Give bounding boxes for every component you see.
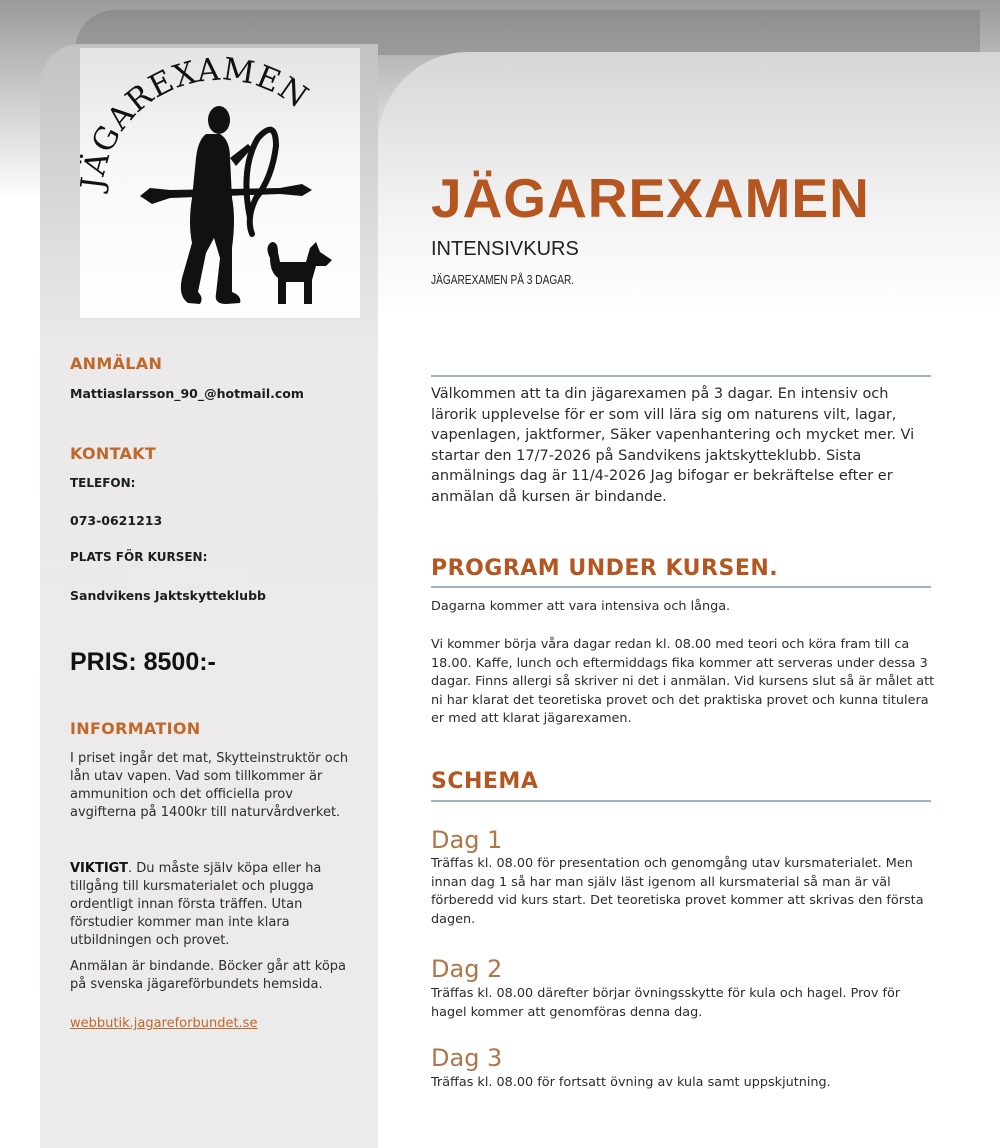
day-2-text: Träffas kl. 08.00 därefter börjar övningsskytte för kula och hagel. Prov för hagel kommer att genomföras denna dag. <box>431 986 901 1020</box>
program-heading: PROGRAM UNDER KURSEN. <box>431 556 779 581</box>
subtitle: INTENSIVKURS <box>431 238 579 260</box>
logo <box>80 48 360 318</box>
plats-label: PLATS FÖR KURSEN: <box>70 550 208 564</box>
day-3-text: Träffas kl. 08.00 för fortsatt övning av kula samt uppskjutning. <box>431 1075 831 1090</box>
anmalan-heading: ANMÄLAN <box>70 354 163 373</box>
intro-text: Välkommen att ta din jägarexamen på 3 dagar. En intensiv och lärorik upplevelse för er som vill lära sig om naturens vilt, lagar, vapenlagen, jaktformer, Säker vapenhantering och mycket mer. Vi startar den 17/7-2026 på Sandvikens jaktskytteklubb. Sista anmälnings dag är 11/4-2026 Jag bifogar er bekräftelse efter er anmälan då kursen är bindande. <box>431 386 915 505</box>
program-details: Vi kommer börja våra dagar redan kl. 08.00 med teori och köra fram till ca 18.00. Kaffe, lunch och eftermiddags fika kommer att serveras under dessa 3 dagar. Finns allergi så skriver ni det i anmälan. Vid kursens slut så är målet att ni har klarat det teoretiska provet och det praktiska provet och kunna titulera er med att klarat jägarexamen. <box>431 637 935 727</box>
kontakt-heading: KONTAKT <box>70 444 157 463</box>
divider <box>431 375 931 377</box>
logo-arc-text: ÄGAREXAMEN <box>80 51 316 180</box>
day-2-heading: Dag 2 <box>431 955 503 983</box>
information-text: I priset ingår det mat, Skytteinstruktör och lån utav vapen. Vad som tillkommer är ammunition och det officiella prov avgifterna på 1400kr till naturvårdverket. <box>70 751 349 820</box>
plats-value: Sandvikens Jaktskytteklubb <box>70 588 266 603</box>
divider <box>431 800 931 802</box>
schema-heading: SCHEMA <box>431 769 539 794</box>
anmalan-text: Anmälan är bindande. Böcker går att köpa på svenska jägareförbundets hemsida. <box>70 959 347 992</box>
hunter-with-dog-logo-icon <box>80 48 360 318</box>
information-heading: INFORMATION <box>70 719 201 738</box>
telefon-value[interactable]: 073-0621213 <box>70 513 163 528</box>
divider <box>431 586 931 588</box>
viktigt-block <box>70 860 355 950</box>
webshop-link[interactable]: webbutik.jagareforbundet.se <box>70 1016 258 1031</box>
day-3-heading: Dag 3 <box>431 1044 503 1072</box>
price: PRIS: 8500:- <box>70 648 216 676</box>
tagline: JÄGAREXAMEN PÅ 3 DAGAR. <box>431 272 575 287</box>
viktigt-label: VIKTIGT <box>70 861 128 876</box>
telefon-label: TELEFON: <box>70 476 136 490</box>
program-intro: Dagarna kommer att vara intensiva och långa. <box>431 599 731 614</box>
page-title: JÄGAREXAMEN <box>431 167 870 229</box>
day-1-heading: Dag 1 <box>431 826 503 854</box>
email-address[interactable]: Mattiaslarsson_90_@hotmail.com <box>70 386 304 401</box>
viktigt-text: . Du måste själv köpa eller ha tillgång till kursmaterialet och plugga ordentligt innan första träffen. Utan förstudier kommer man inte klara utbildningen och provet. <box>70 861 322 948</box>
day-1-text: Träffas kl. 08.00 för presentation och genomgång utav kursmaterialet. Men innan dag 1 så har man själv läst igenom all kursmaterial så man är väl förberedd vid kurs start. Det teoretiska provet kommer att skrivas den första dagen. <box>431 856 924 927</box>
webshop-link-wrap <box>70 1012 360 1031</box>
